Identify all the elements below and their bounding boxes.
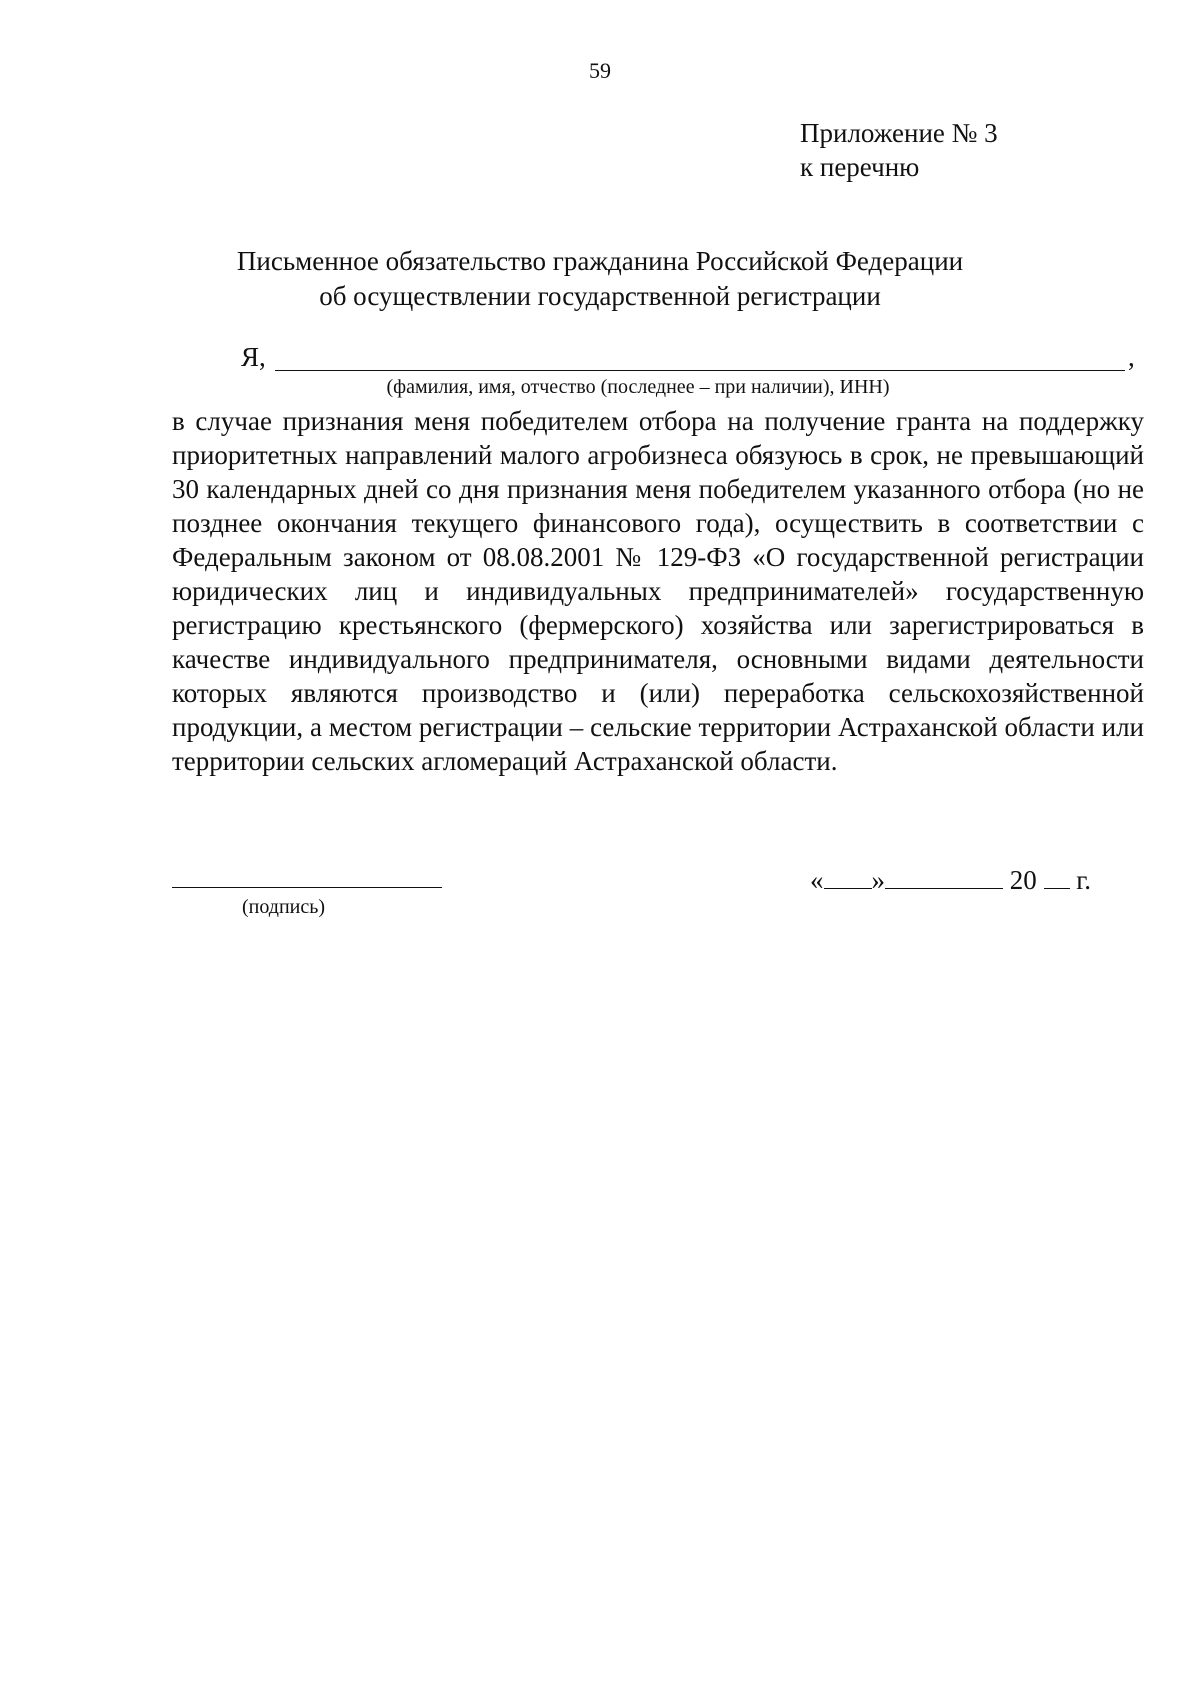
name-suffix: ,: [1128, 342, 1135, 372]
obligation-text: в случае признания меня победителем отбора на получение гранта на поддержку приоритетных направлений малого агробизнеса обязуюсь в срок, не превышающий 30 календарных дней со дня признания меня победителем указанного отбора (но не позднее окончания текущего финансового года), осуществить в соответствии с Федеральным законом от 08.08.2001 № 129-ФЗ «О государственной регистрации юридических лиц и индивидуальных предпринимателей» государственную регистрацию крестьянского (фермерского) хозяйства или зарегистрироваться в качестве индивидуального предпринимателя, основными видами деятельности которых являются производство и (или) переработка сельскохозяйственной продукции, а местом регистрации – сельские территории Астраханской области или территории сельских агломераций Астраханской области.: [172, 406, 1144, 776]
signature-caption: (подпись): [242, 896, 326, 918]
name-blank-line: [275, 370, 1125, 371]
page-number: 59: [589, 58, 611, 83]
appendix-line-1: Приложение № 3: [800, 118, 998, 148]
date-open-quote: «: [810, 865, 824, 895]
title-line-1: Письменное обязательство гражданина Российской Федерации: [236, 246, 964, 276]
name-field: [241, 340, 1141, 374]
signature-blank-line: [172, 887, 442, 888]
year-blank-line: [1044, 862, 1070, 889]
date-year-suffix: г.: [1076, 865, 1092, 895]
date-field: [810, 862, 1091, 897]
date-century: 20: [1009, 865, 1037, 895]
appendix-reference: [800, 116, 998, 184]
appendix-line-2: к перечню: [800, 152, 920, 182]
month-blank-line: [885, 862, 1003, 889]
document-title: [0, 244, 1200, 314]
day-blank-line: [824, 862, 872, 889]
date-close-quote: »: [871, 865, 885, 895]
name-field-caption: (фамилия, имя, отчество (последнее – при наличии), ИНН): [386, 376, 890, 398]
title-line-2: об осуществлении государственной регистрации: [319, 281, 881, 311]
name-prefix: Я,: [241, 342, 266, 372]
